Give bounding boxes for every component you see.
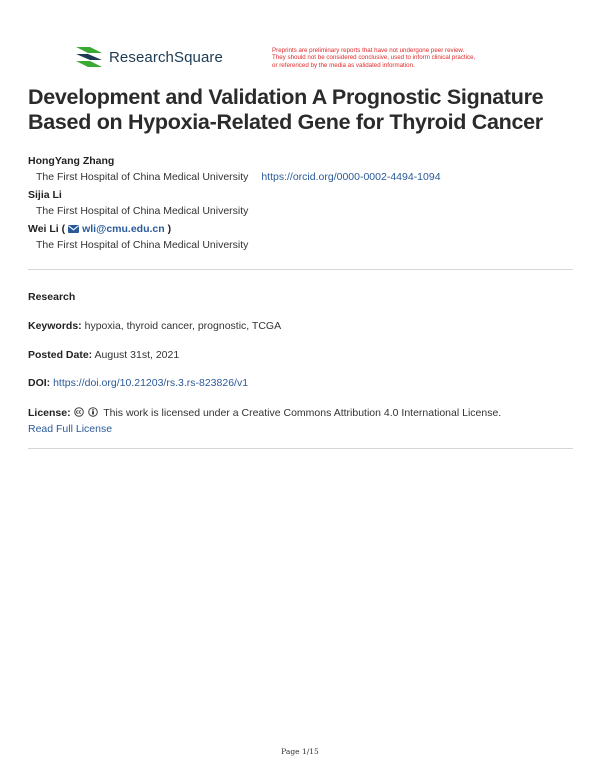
disclaimer-line: They should not be considered conclusive, used to inform clinical practice, [272,54,476,62]
license [28,405,576,437]
email-link[interactable] [68,223,168,235]
logo-text [109,49,223,66]
posted-date-label: Posted Date: [28,349,93,361]
license-label: License: [28,407,71,419]
author-affiliation [28,237,576,255]
email-open-paren: ( [61,223,66,235]
preprint-disclaimer [272,47,554,69]
logo-word-square: Square [174,48,223,66]
logo-word-research: Research [109,48,174,66]
author-affiliation [28,203,576,221]
header [76,47,556,77]
email-close-paren: ) [167,223,172,235]
affiliation-text: The First Hospital of China Medical University [36,171,249,183]
paper-title: Development and Validation A Prognostic Signature Based on Hypoxia-Related Gene for Thyroid Cancer [28,85,544,134]
author-affiliation [28,169,576,187]
keywords-label: Keywords: [28,320,82,332]
doi-link[interactable]: https://doi.org/10.21203/rs.3.rs-823826/v1 [53,377,249,389]
divider [28,269,573,270]
author-name: HongYang Zhang [28,155,115,167]
article-type [28,289,576,305]
posted-date [28,347,576,363]
read-full-license-link[interactable]: Read Full License [28,423,113,435]
envelope-icon [68,225,79,233]
orcid-link[interactable]: https://orcid.org/0000-0002-4494-1094 [261,171,441,183]
email-address: wli@cmu.edu.cn [82,223,165,235]
research-square-logo[interactable] [76,47,223,67]
author-list [28,153,576,255]
disclaimer-line: or referenced by the media as validated information. [272,61,415,69]
posted-date-value: August 31st, 2021 [94,349,180,361]
affiliation-text: The First Hospital of China Medical University [36,205,249,217]
author-name: Wei Li [28,223,59,235]
page-number: Page 1/15 [281,747,319,756]
disclaimer-line: Preprints are preliminary reports that have not undergone peer review. [272,47,465,54]
license-text: This work is licensed under a Creative Commons Attribution 4.0 International License. [103,407,502,419]
doi-label: DOI: [28,377,51,389]
doi [28,375,576,391]
keywords [28,318,576,334]
affiliation-text: The First Hospital of China Medical University [36,239,249,251]
attribution-icon [88,407,98,417]
article-type-label: Research [28,291,76,303]
corresponding-author [28,221,576,237]
divider [28,448,573,449]
creative-commons-icon [74,407,84,417]
author-name: Sijia Li [28,189,62,201]
keywords-value: hypoxia, thyroid cancer, prognostic, TCGA [84,320,282,332]
research-square-logo-icon [76,47,102,67]
